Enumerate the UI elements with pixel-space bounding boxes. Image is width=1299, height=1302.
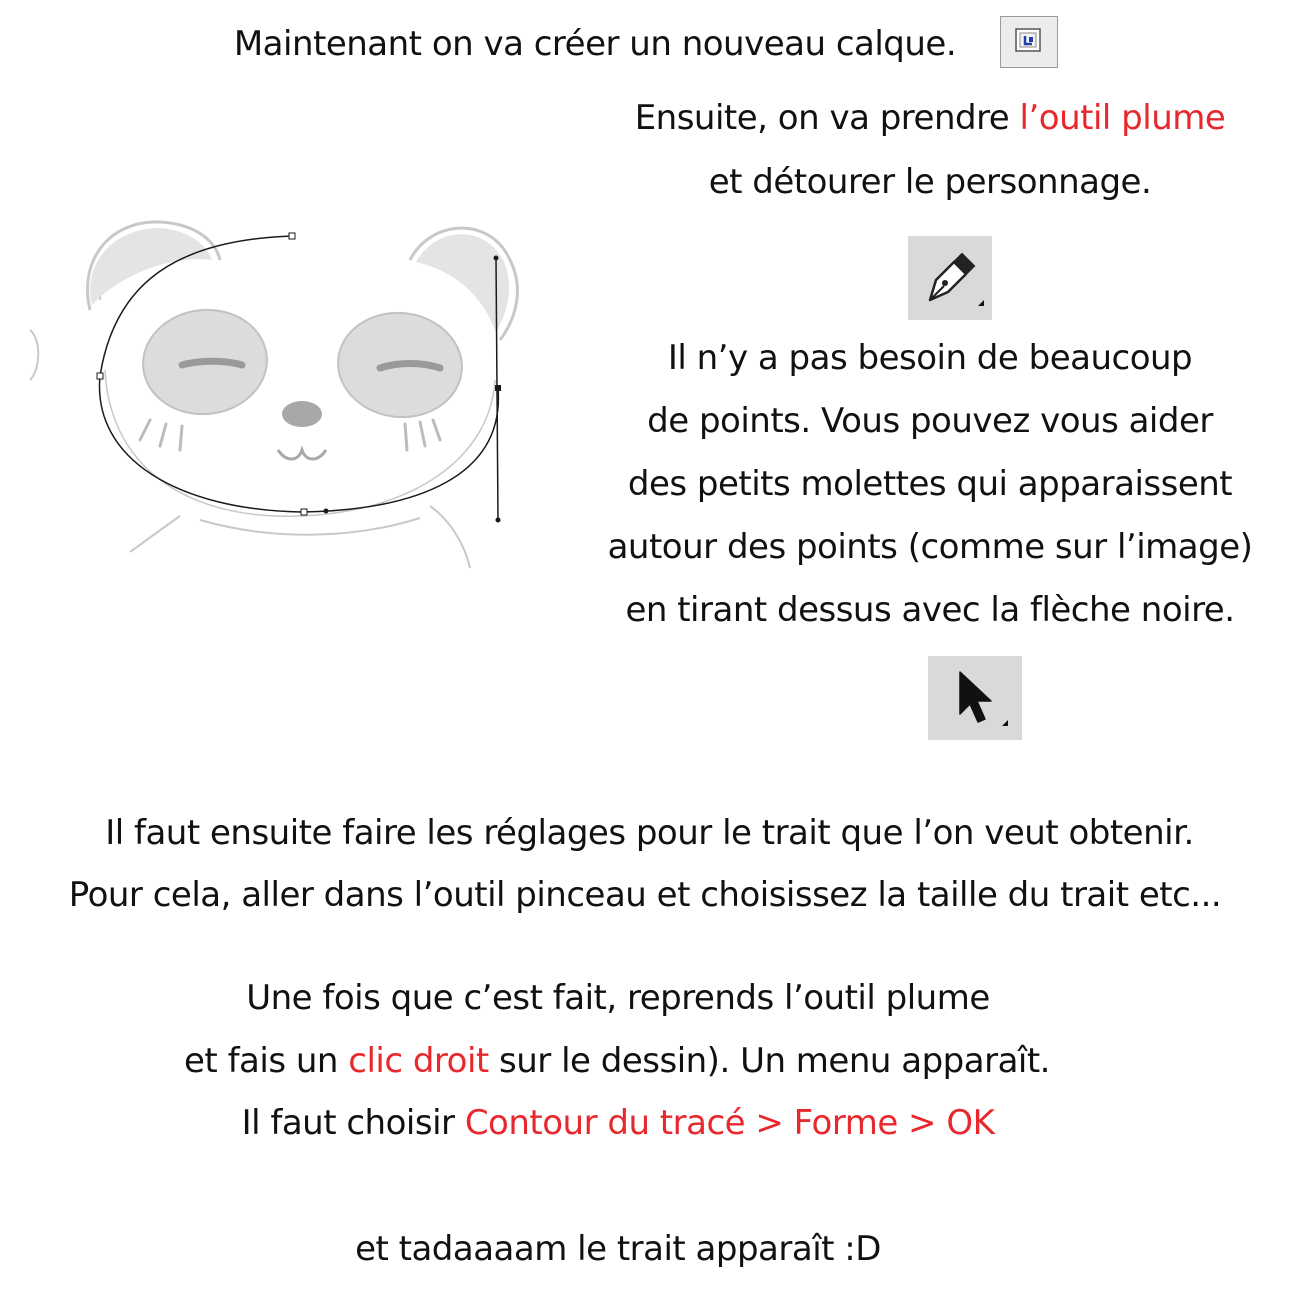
pen-tool-icon [908,236,992,320]
tip-line-1: Il n’y a pas besoin de beaucoup [667,338,1193,378]
panda-sketch-image [20,200,520,580]
pen-tool-highlight: l’outil plume [1019,98,1226,138]
intro-text: Maintenant on va créer un nouveau calque. [233,24,957,64]
outro-text: et tadaaaam le trait apparaît :D [355,1229,881,1269]
tip-line-3: des petits molettes qui apparaissent [627,464,1233,504]
tip-line-4: autour des points (comme sur l’image) [607,527,1253,567]
path-selection-arrow-icon [928,656,1022,740]
tip-line-2: de points. Vous pouvez vous aider [647,401,1213,441]
final-step-line-1: Une fois que c’est fait, reprends l’outil plume [246,978,990,1018]
tip-line-5: en tirant dessus avec la flèche noire. [625,590,1235,630]
settings-line-1: Il faut ensuite faire les réglages pour le trait que l’on veut obtenir. [105,813,1194,853]
final-step-text: Il faut choisir [241,1103,465,1143]
final-step-line-2 [0,1039,1234,1083]
pen-step-text: Ensuite, on va prendre [634,98,1020,138]
final-step-line-3 [0,1101,1236,1145]
pen-step-line-1 [590,96,1270,140]
menu-path-highlight: Contour du tracé > Forme > OK [464,1103,995,1143]
pen-step-line-2: et détourer le personnage. [708,162,1152,202]
new-layer-icon [1000,16,1058,68]
final-step-text: et fais un [184,1041,349,1081]
right-click-highlight: clic droit [348,1041,489,1081]
settings-line-2: Pour cela, aller dans l’outil pinceau et choisissez la taille du trait etc... [68,875,1222,915]
final-step-text: sur le dessin). Un menu apparaît. [488,1041,1050,1081]
